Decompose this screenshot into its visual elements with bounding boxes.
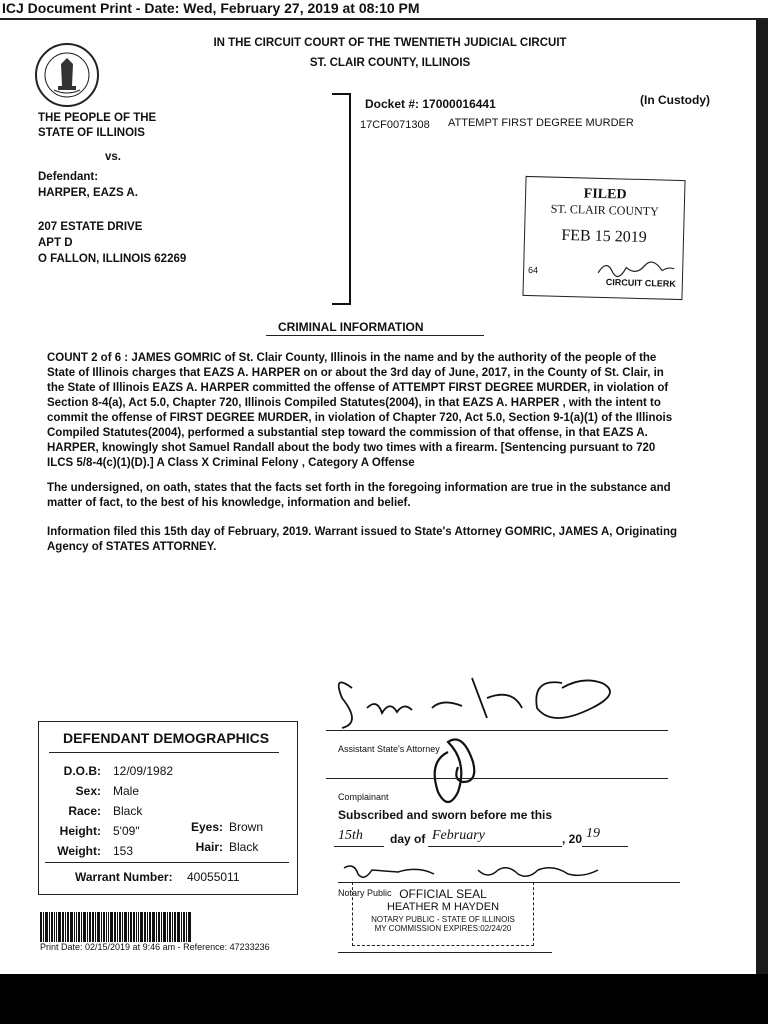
filed-number: 64 — [528, 265, 539, 276]
notary-label: Notary Public — [338, 888, 392, 898]
seal-title: OFFICIAL SEAL — [399, 887, 487, 901]
charge-name: ATTEMPT FIRST DEGREE MURDER — [448, 117, 634, 129]
scan-bottom-edge — [0, 974, 768, 1024]
sex-label: Sex: — [75, 784, 101, 798]
versus: vs. — [105, 151, 121, 163]
dob-value: 12/09/1982 — [113, 764, 174, 778]
day-of-label: day of — [390, 832, 426, 846]
court-county: ST. CLAIR COUNTY, ILLINOIS — [309, 57, 471, 69]
count-line: ILCS 5/8-4(c)(1)(D).] A Class X Criminal Felony , Category A Offense — [47, 457, 415, 469]
print-title: ICJ Document Print - Date: Wed, February 27, 2019 at 08:10 PM — [2, 0, 420, 16]
section-title: CRIMINAL INFORMATION — [278, 320, 424, 334]
filed-paragraph — [47, 525, 747, 555]
day-handwritten: 15th — [338, 828, 363, 843]
oath-line: matter of fact, to the best of his knowledge, information and belief. — [47, 497, 411, 509]
count-line: commit the offense of FIRST DEGREE MURDER, in violation of Chapter 720, Act 5.0, Section 9-1(a)(1) of the Illinois — [47, 412, 673, 424]
race-value: Black — [113, 804, 143, 818]
oath-line: The undersigned, on oath, states that the facts set forth in the foregoing information are true in the substance and — [47, 482, 671, 494]
docket-number: Docket #: 17000016441 — [365, 97, 496, 111]
count-line: the State of Illinois EAZS A. HARPER committed the offense of ATTEMPT FIRST DEGREE MURDER, in violation of — [47, 382, 669, 394]
dob-label: D.O.B: — [63, 764, 101, 778]
defendant-name: HARPER, EAZS A. — [38, 187, 138, 199]
seal-line1: NOTARY PUBLIC - STATE OF ILLINOIS — [371, 915, 515, 924]
plaintiff-line2: STATE OF ILLINOIS — [38, 127, 145, 139]
filed-stamp — [522, 176, 685, 300]
address-line3: O FALLON, ILLINOIS 62269 — [38, 253, 187, 265]
month-line — [428, 846, 562, 847]
address-line1: 207 ESTATE DRIVE — [38, 221, 143, 233]
complainant-signature — [418, 722, 498, 814]
hair-value: Black — [229, 840, 259, 854]
notary-bottom-line — [338, 952, 552, 953]
barcode-icon — [40, 912, 252, 942]
case-number: 17CF0071308 — [360, 119, 430, 131]
count-line: State of Illinois charges that EAZS A. HARPER on or about the 3rd day of June, 2017, in the County of St. Clair, in — [47, 367, 664, 379]
height-label: Height: — [59, 824, 101, 838]
plaintiff-line1: THE PEOPLE OF THE — [38, 112, 157, 124]
count-line: Section 8-4(a), Act 5.0, Chapter 720, Illinois Compiled Statutes(2004), in that EAZS A. HARPER , with the intent to — [47, 397, 661, 409]
count-paragraph — [47, 351, 747, 471]
oath-paragraph — [47, 481, 747, 511]
filed-title: FILED — [583, 186, 627, 203]
circuit-clerk: CIRCUIT CLERK — [605, 277, 676, 289]
clerk-signature — [596, 257, 677, 281]
weight-label: Weight: — [57, 844, 101, 858]
county-seal-icon — [34, 42, 100, 108]
address-line2: APT D — [38, 237, 73, 249]
filed-date: FEB 15 2019 — [561, 226, 647, 247]
complainant-label: Complainant — [338, 792, 389, 802]
race-label: Race: — [68, 804, 101, 818]
count-line: COUNT 2 of 6 : JAMES GOMRIC of St. Clair County, Illinois in the name and by the authority of the people of the — [47, 352, 657, 364]
caption-bracket — [330, 92, 354, 306]
seal-line2: MY COMMISSION EXPIRES:02/24/20 — [374, 924, 512, 933]
year-handwritten: 19 — [586, 826, 600, 841]
complainant-line — [326, 778, 668, 779]
eyes-label: Eyes: — [190, 820, 223, 834]
notary-seal — [352, 882, 534, 946]
warrant-label: Warrant Number: — [75, 870, 173, 884]
demographics-divider — [49, 752, 279, 753]
weight-value: 153 — [113, 844, 134, 858]
filed-line: Agency of STATES ATTORNEY. — [47, 541, 217, 553]
subscribed-text: Subscribed and sworn before me this — [338, 808, 553, 822]
year-line — [582, 846, 628, 847]
height-value: 5'09" — [113, 824, 140, 838]
scan-edge — [756, 20, 768, 974]
warrant-divider — [45, 862, 289, 863]
count-line: Compiled Statutes(2004), performed a substantial step toward the commission of that offense, in that EAZS A. — [47, 427, 648, 439]
year-prefix: , 20 — [562, 832, 583, 846]
custody-status: (In Custody) — [640, 93, 710, 107]
top-divider — [0, 18, 768, 20]
filed-line: Information filed this 15th day of February, 2019. Warrant issued to State's Attorney GOMRIC, JAMES A, Originating — [47, 526, 678, 538]
hair-label: Hair: — [195, 840, 223, 854]
seal-name: HEATHER M HAYDEN — [386, 901, 500, 913]
day-line — [334, 846, 384, 847]
court-name: IN THE CIRCUIT COURT OF THE TWENTIETH JUDICIAL CIRCUIT — [213, 37, 567, 49]
filed-county: ST. CLAIR COUNTY — [550, 201, 659, 219]
demographics-title: DEFENDANT DEMOGRAPHICS — [63, 730, 270, 746]
asa-label: Assistant State's Attorney — [338, 744, 440, 754]
warrant-number: 40055011 — [187, 870, 240, 884]
count-line: HARPER, knowingly shot Samuel Randall about the body two times with a firearm. [Sentencing pursuant to 720 — [47, 442, 656, 454]
month-handwritten: February — [432, 828, 485, 843]
defendant-demographics — [38, 721, 298, 895]
sex-value: Male — [113, 784, 140, 798]
defendant-label: Defendant: — [38, 171, 99, 183]
print-info: Print Date: 02/15/2019 at 9:46 am - Reference: 47233236 — [40, 942, 270, 952]
section-underline — [266, 335, 484, 336]
eyes-value: Brown — [229, 820, 264, 834]
